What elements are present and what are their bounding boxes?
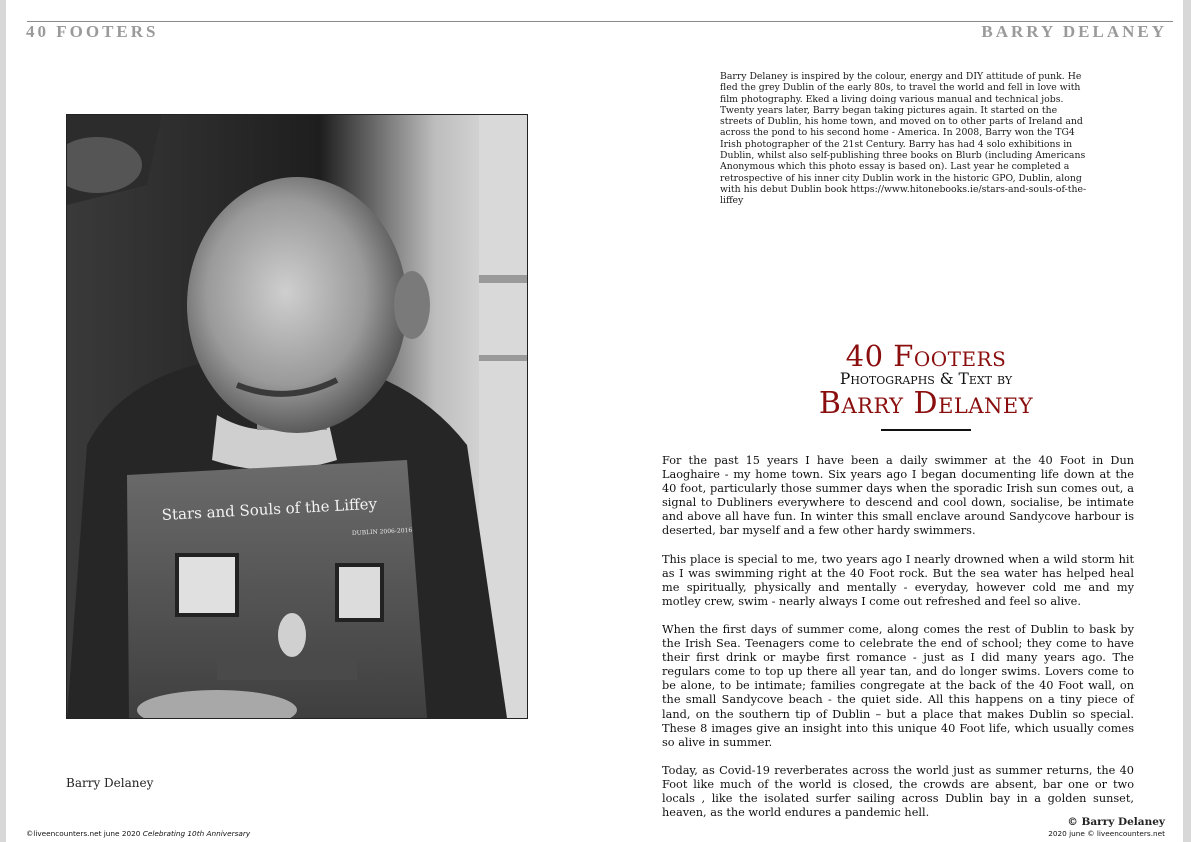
- photo-caption: Barry Delaney: [66, 776, 154, 790]
- footer-left: [26, 829, 250, 838]
- body-paragraph-1: For the past 15 years I have been a daily swimmer at the 40 Foot in Dun Laoghaire - my home town. Six years ago I began documenting life down at the 40 foot, particularly those summer days when the sporadic Irish sun comes out, a signal to Dubliners everywhere to descend and cool down, socialise, be intimate and above all have fun. In winter this small enclave around Sandycove harbour is deserted, bar myself and a few other hardy swimmers.: [662, 454, 1134, 538]
- body-paragraph-2: This place is special to me, two years ago I nearly drowned when a wild storm hit as I was swimming right at the 40 Foot rock. But the sea water has helped heal me spiritually, physically and mentally - everyday, however cold me and my motley crew, swim - nearly always I come out refreshed and feel so alive.: [662, 552, 1134, 608]
- body-paragraph-4: Today, as Covid-19 reverberates across the world just as summer returns, the 40 Foot like much of the world is closed, the crowds are absent, bar one or two locals , like the isolated surfer sailing across Dublin bay in a golden sunset, heaven, as the world endures a pandemic hell.: [662, 763, 1134, 820]
- article-body: [662, 454, 1134, 834]
- article-title-block: [732, 339, 1120, 431]
- article-title: 40 Footers: [845, 339, 1007, 373]
- body-paragraph-3: When the first days of summer come, along comes the rest of Dublin to bask by the Irish Sea. Teenagers come to celebrate the end of school; they come to have their first drink or maybe first romance - just as I did many years ago. The regulars come to top up there all year tan, and do longer swims. Lovers come to be alone, to be intimate; families congregate at the back of the 40 Foot wall, on the small Sandycove beach - the quiet side. All this happens on a tiny piece of land, on the southern tip of Dublin – but a place that makes Dublin so special. These 8 images give an insight into this unique 40 Foot life, which usually comes so alive in summer.: [662, 622, 1134, 749]
- photo-credit: © Barry Delaney: [1067, 816, 1165, 828]
- footer-anniversary: Celebrating 10th Anniversary: [142, 829, 251, 838]
- magazine-page: [6, 0, 1183, 842]
- portrait-photo: [66, 114, 528, 719]
- title-divider: [881, 429, 971, 431]
- footer-left-text: ©liveencounters.net june 2020: [26, 829, 143, 838]
- article-author: Barry Delaney: [818, 386, 1034, 421]
- article-subtitle: Photographs & Text by: [839, 370, 1013, 388]
- header-right-title: BARRY DELANEY: [981, 22, 1167, 41]
- book-subtitle-text: DUBLIN 2006-2016: [351, 526, 413, 537]
- footer-right: 2020 june © liveencounters.net: [1048, 829, 1165, 838]
- author-bio: Barry Delaney is inspired by the colour, energy and DIY attitude of punk. He fled the grey Dublin of the early 80s, to travel the world and fell in love with film photography. Eked a living doing various manual and technical jobs. Twenty years later, Barry began taking pictures again. It started on the streets of Dublin, his home town, and moved on to other parts of Ireland and across the pond to his second home - America. In 2008, Barry won the TG4 Irish photographer of the 21st Century. Barry has had 4 solo exhibitions in Dublin, whilst also self-publishing three books on Blurb (including Americans Anonymous which this photo essay is based on). Last year he completed a retrospective of his inner city Dublin work in the historic GPO, Dublin, along with his debut Dublin book https://www.hitonebooks.ie/stars-and-souls-of-the-liffey: [720, 71, 1087, 207]
- book-title-text: Stars and Souls of the Liffey: [161, 494, 378, 524]
- header-left-title: 40 FOOTERS: [26, 22, 159, 41]
